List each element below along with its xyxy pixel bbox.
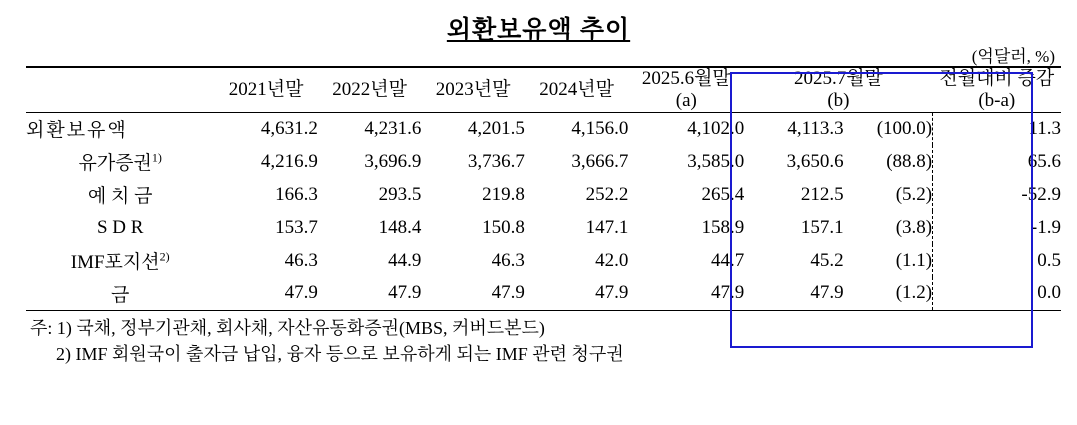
cell-2023: 150.8 <box>482 216 525 238</box>
cell-2021: 46.3 <box>284 249 318 271</box>
cell-2024: 252.2 <box>585 183 629 205</box>
cell-2025-06: 44.7 <box>711 249 745 271</box>
cell-share: (5.2) <box>844 178 933 211</box>
cell-2022: 47.9 <box>318 277 422 310</box>
header-2023: 2023년말 <box>421 67 525 112</box>
row-label-deposits: 예 치 금 <box>87 186 153 208</box>
table-row <box>26 244 1061 277</box>
cell-2021: 166.3 <box>275 183 318 205</box>
cell-diff: 0.5 <box>1037 249 1061 271</box>
cell-diff: 0.0 <box>933 277 1061 310</box>
cell-share: (1.1) <box>844 244 933 277</box>
cell-2021: 4,216.9 <box>260 150 318 172</box>
foreign-reserves-table <box>26 66 1061 311</box>
footnote-2: 2) IMF 회원국이 출자금 납입, 융자 등으로 보유하게 되는 IMF 관련 청구권 <box>56 343 624 364</box>
cell-2023: 4,201.5 <box>467 117 525 139</box>
cell-2021: 153.7 <box>275 216 318 238</box>
cell-2024: 47.9 <box>525 277 629 310</box>
cell-2025-07: 47.9 <box>744 277 843 310</box>
header-2025-07-bottom: (b) <box>827 89 850 111</box>
cell-2025-07: 45.2 <box>810 249 844 271</box>
cell-share: (3.8) <box>844 211 933 244</box>
cell-diff: 65.6 <box>1027 150 1061 172</box>
unit-note: (억달러, %) <box>971 47 1055 66</box>
page-title: 외환보유액 추이 <box>446 17 631 44</box>
cell-2024: 4,156.0 <box>571 117 629 139</box>
row-label-securities <box>26 145 214 178</box>
footnote-1: 주: 1) 국채, 정부기관채, 회사채, 자산유동화증권(MBS, 커버드본드) <box>30 317 545 338</box>
header-2025-06-bottom: (a) <box>675 89 697 111</box>
cell-2024: 3,666.7 <box>571 150 629 172</box>
header-2025-06-top: 2025.6월말 <box>641 68 731 89</box>
row-label-sdr: S D R <box>96 216 144 238</box>
cell-share: (100.0) <box>844 112 933 145</box>
table-row <box>26 112 1061 145</box>
table-row <box>26 145 1061 178</box>
cell-2021: 47.9 <box>214 277 318 310</box>
header-2024: 2024년말 <box>525 67 629 112</box>
cell-2024: 42.0 <box>595 249 629 271</box>
cell-2025-07: 3,650.6 <box>786 150 844 172</box>
header-2021: 2021년말 <box>214 67 318 112</box>
header-2025-06 <box>628 67 744 112</box>
row-label-gold: 금 <box>26 277 214 310</box>
header-diff <box>933 67 1061 112</box>
cell-2023: 3,736.7 <box>467 150 525 172</box>
cell-2025-07: 157.1 <box>800 216 844 238</box>
table-row <box>26 211 1061 244</box>
table-body <box>26 112 1061 310</box>
cell-2025-06: 265.4 <box>701 183 745 205</box>
row-label-securities-sup: 1) <box>151 150 162 165</box>
cell-2022: 44.9 <box>388 249 422 271</box>
table-row <box>26 178 1061 211</box>
row-label-securities-text: 유가증권 <box>78 153 152 175</box>
header-2025-07-top: 2025.7월말 <box>793 68 883 89</box>
cell-2025-07: 212.5 <box>800 183 844 205</box>
cell-2022: 3,696.9 <box>364 150 422 172</box>
header-label-blank <box>26 67 214 112</box>
cell-2022: 4,231.6 <box>364 117 422 139</box>
row-label-reserves: 외환보유액 <box>26 120 128 142</box>
table-row <box>26 277 1061 310</box>
cell-2025-06: 4,102.0 <box>687 117 745 139</box>
cell-share: (88.8) <box>844 145 933 178</box>
table-header-row <box>26 67 1061 112</box>
cell-diff: 11.3 <box>1028 117 1061 139</box>
cell-share: (1.2) <box>844 277 933 310</box>
cell-2021: 4,631.2 <box>260 117 318 139</box>
cell-2022: 293.5 <box>378 183 422 205</box>
cell-2023: 47.9 <box>421 277 525 310</box>
cell-2025-06: 158.9 <box>701 216 745 238</box>
row-label-imf-position-text: IMF포지션 <box>70 252 160 274</box>
cell-2025-06: 47.9 <box>628 277 744 310</box>
cell-2022: 148.4 <box>378 216 422 238</box>
header-diff-bottom: (b-a) <box>978 89 1016 111</box>
footnotes <box>30 315 1077 367</box>
cell-diff: -52.9 <box>1021 183 1061 205</box>
cell-2025-07: 4,113.3 <box>787 117 844 139</box>
row-label-imf-position <box>26 244 214 277</box>
row-label-imf-position-sup: 2) <box>159 249 170 264</box>
cell-2025-06: 3,585.0 <box>687 150 745 172</box>
cell-diff: -1.9 <box>1030 216 1061 238</box>
header-2022: 2022년말 <box>318 67 422 112</box>
header-2025-07 <box>744 67 932 112</box>
header-diff-top: 전월대비 증감 <box>939 68 1055 89</box>
cell-2024: 147.1 <box>585 216 629 238</box>
cell-2023: 46.3 <box>491 249 525 271</box>
cell-2023: 219.8 <box>482 183 525 205</box>
